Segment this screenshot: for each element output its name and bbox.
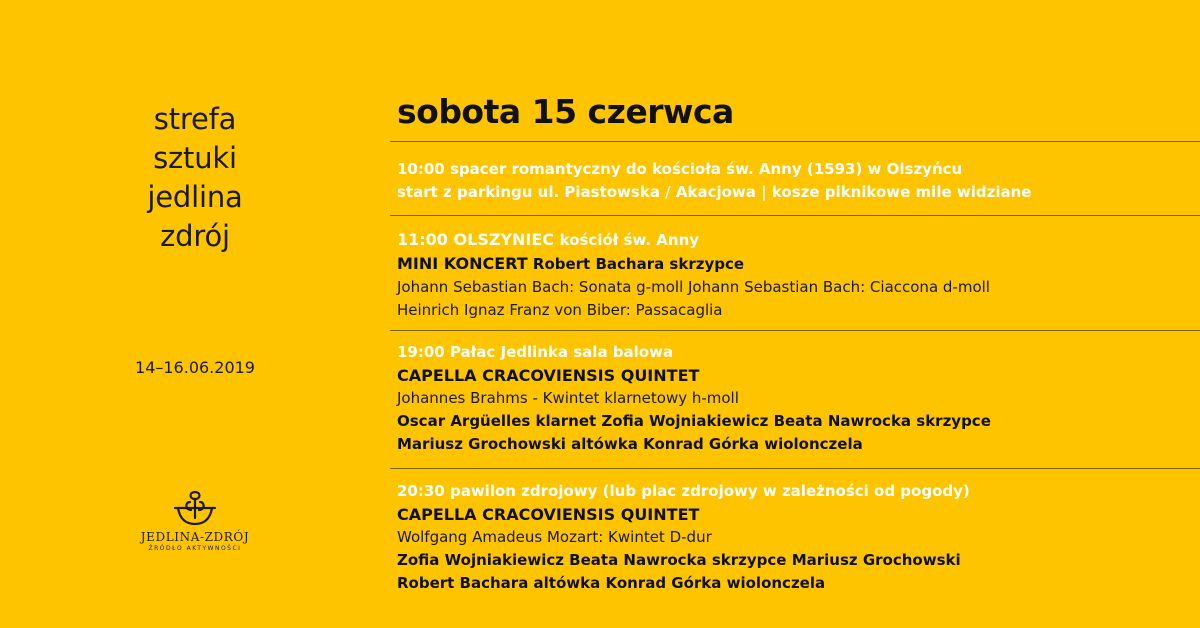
divider <box>390 141 1200 142</box>
logo-wordmark: JEDLINA-ZDRÓJ <box>140 530 250 544</box>
festival-title-line: zdrój <box>160 219 230 253</box>
fountain-emblem-icon <box>172 488 218 528</box>
concert-musicians: Mariusz Grochowski altówka Konrad Górka wiolonczela <box>397 435 863 453</box>
concert-musicians: Zofia Wojniakiewicz Beata Nawrocka skrzypce Mariusz Grochowski <box>397 551 961 569</box>
festival-title <box>110 100 280 256</box>
divider <box>390 215 1200 216</box>
event-mini-concert <box>397 228 1197 322</box>
concert-name: MINI KONCERT <box>397 254 528 273</box>
festival-dates: 14–16.06.2019 <box>135 358 255 377</box>
festival-title-line: sztuki <box>153 141 237 175</box>
concert-program: Johann Sebastian Bach: Sonata g-moll Johann Sebastian Bach: Ciaccona d-moll <box>397 278 990 296</box>
event-walk-details: start z parkingu ul. Piastowska / Akacjowa | kosze piknikowe mile widziane <box>397 183 1032 201</box>
event-mini-concert-title <box>397 252 1197 276</box>
divider <box>390 330 1200 331</box>
event-venue: OLSZYNIEC <box>453 230 555 249</box>
event-walk <box>397 158 1197 204</box>
event-pavilion-concert <box>397 480 1197 595</box>
concert-musicians: Robert Bachara altówka Konrad Górka wiolonczela <box>397 574 826 592</box>
ensemble-name: CAPELLA CRACOVIENSIS QUINTET <box>397 366 700 385</box>
event-palace-header: 19:00 Pałac Jedlinka sala balowa <box>397 343 674 361</box>
concert-program: Johannes Brahms - Kwintet klarnetowy h-moll <box>397 389 739 407</box>
festival-title-line: jedlina <box>147 180 243 214</box>
concert-program: Heinrich Ignaz Franz von Biber: Passacaglia <box>397 301 723 319</box>
jedlina-zdroj-logo <box>130 488 260 552</box>
event-walk-title: 10:00 spacer romantyczny do kościoła św. Anny (1593) w Olszyńcu <box>397 160 963 178</box>
festival-title-line: strefa <box>153 102 237 136</box>
logo-tagline: ŹRÓDŁO AKTYWNOŚCI <box>148 545 242 552</box>
event-pavilion-header: 20:30 pawilon zdrojowy (lub plac zdrojowy w zależności od pogody) <box>397 482 970 500</box>
event-venue-detail: kościół św. Anny <box>559 231 700 249</box>
concert-musicians: Oscar Argüelles klarnet Zofia Wojniakiewicz Beata Nawrocka skrzypce <box>397 412 991 430</box>
ensemble-name: CAPELLA CRACOVIENSIS QUINTET <box>397 505 700 524</box>
divider <box>390 468 1200 469</box>
event-palace-concert <box>397 341 1197 456</box>
event-time: 11:00 <box>397 230 448 249</box>
event-mini-concert-header <box>397 228 1197 252</box>
concert-program: Wolfgang Amadeus Mozart: Kwintet D-dur <box>397 528 712 546</box>
concert-performer: Robert Bachara skrzypce <box>532 255 745 273</box>
day-heading: sobota 15 czerwca <box>397 92 734 131</box>
